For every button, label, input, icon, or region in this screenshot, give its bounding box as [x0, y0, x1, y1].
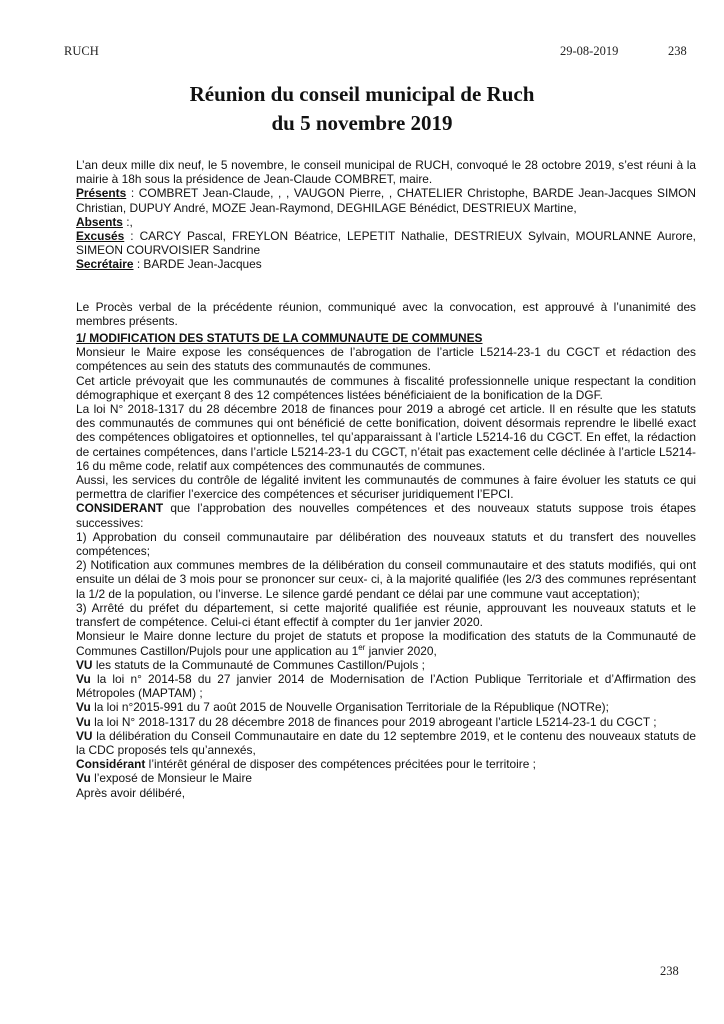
vu-3	[76, 700, 696, 714]
vu-2	[76, 672, 696, 700]
vu-5-label: VU	[76, 728, 93, 743]
document-body	[76, 158, 696, 800]
title-line-2: du 5 novembre 2019	[271, 111, 453, 135]
vu-1-label: VU	[76, 657, 93, 672]
vu-4-label: Vu	[76, 714, 91, 729]
vu-3-text: la loi n°2015-991 du 7 août 2015 de Nouvelle Organisation Territoriale de la République (NOTRe);	[90, 700, 609, 715]
secretaire-label: Secrétaire	[76, 257, 134, 272]
vu-2-text: la loi n° 2014-58 du 27 janvier 2014 de Modernisation de l’Action Publique Territoriale et d’Affirmation des Métropoles (MAPTAM) ;	[76, 671, 696, 701]
considerant-text: que l’approbation des nouvelles compétences et des nouveaux statuts suppose trois étapes successives:	[76, 501, 696, 530]
absents-line	[76, 215, 696, 229]
vu-5-text: la délibération du Conseil Communautaire en date du 12 septembre 2019, et le contenu des nouveaux statuts de la CDC proposés tels qu’annexés,	[76, 728, 696, 757]
lecture-superscript: er	[358, 642, 366, 652]
vu-6	[76, 771, 696, 785]
vu-4	[76, 715, 696, 729]
vu-1-text: les statuts de la Communauté de Communes Castillon/Pujols ;	[92, 657, 425, 672]
lecture-text-b: janvier 2020,	[365, 643, 437, 658]
considerant-label: CONSIDERANT	[76, 501, 164, 516]
vu-6-text: l’exposé de Monsieur le Maire	[90, 771, 253, 786]
step-3: 3) Arrêté du préfet du département, si cette majorité qualifiée est réunie, approuvant les nouveaux statuts et le transfert de compétence. Celui-ci étant effectif à compter du 1er janvier 2020.	[76, 600, 696, 630]
section-1-paragraph-1: Monsieur le Maire expose les conséquences de l’abrogation de l’article L5214-23-1 du CGCT et rédaction des compétences au sein des statuts des communautés de communes.	[76, 345, 696, 374]
apres-deliberation: Après avoir délibéré,	[76, 785, 186, 800]
proces-verbal-paragraph: Le Procès verbal de la précédente réunion, communiqué avec la convocation, est approuvé à l’unanimité des membres présents.	[76, 299, 696, 328]
excuses-label: Excusés	[76, 229, 125, 244]
title-line-1: Réunion du conseil municipal de Ruch	[189, 82, 535, 106]
secretaire-text: : BARDE Jean-Jacques	[133, 257, 262, 272]
absents-label: Absents	[76, 214, 123, 229]
section-1-paragraph-3: La loi N° 2018-1317 du 28 décembre 2018 de finances pour 2019 a abrogé cet article. Il en résulte que les statuts des communautés de communes qui ont bénéficié de cette bonification, doivent désormais reprendre le libellé exact des compétences obligatoires et optionnelles, tel qu’apparaissant à l’article L5214-16 du CGCT. En effet, la rédaction de certaines compétences, dans l’article L5214-23-1 du CGCT, n’était pas exactement celle déclinée à l’article L5214-16 du même code, relatif aux compétences des communautés de communes.	[76, 402, 696, 473]
page-title	[0, 80, 724, 138]
lecture-paragraph	[76, 629, 696, 657]
vu-5	[76, 729, 696, 757]
considerant-line	[76, 501, 696, 529]
absents-text: :,	[122, 214, 133, 229]
footer-page-number: 238	[660, 964, 679, 978]
considerant-2-text: l’intérêt général de disposer des compétences précitées pour le territoire ;	[145, 757, 536, 772]
header-page-number: 238	[668, 44, 687, 58]
vu-1	[76, 658, 696, 672]
header-commune: RUCH	[64, 44, 99, 58]
header-date: 29-08-2019	[560, 44, 619, 58]
excuses-text: : CARCY Pascal, FREYLON Béatrice, LEPETIT Nathalie, DESTRIEUX Sylvain, MOURLANNE Aurore, SIMEON COURVOISIER Sandrine	[76, 229, 696, 258]
secretaire-line	[76, 257, 696, 271]
presents-text: : COMBRET Jean-Claude, , , VAUGON Pierre, , CHATELIER Christophe, BARDE Jean-Jacques SIMON Christian, DUPUY André, MOZE Jean-Raymond, DEGHILAGE Bénédict, DESTRIEUX Martine,	[76, 186, 696, 215]
section-1-paragraph-4: Aussi, les services du contrôle de légalité invitent les communautés de communes à faire évoluer les statuts ce qui permettra de clarifier l’exercice des compétences et sécuriser juridiquement l’EPCI.	[76, 473, 696, 502]
vu-6-label: Vu	[76, 771, 91, 786]
lecture-text-a: Monsieur le Maire donne lecture du projet de statuts et propose la modification des statuts de la Communauté de Communes Castillon/Pujols pour une application au 1	[76, 629, 696, 658]
presents-label: Présents	[76, 186, 127, 201]
presents-line	[76, 186, 696, 214]
step-1: 1) Approbation du conseil communautaire par délibération des nouveaux statuts et du transfert des nouvelles compétences;	[76, 529, 696, 559]
vu-2-label: Vu	[76, 671, 91, 686]
vu-3-label: Vu	[76, 700, 91, 715]
considerant-2-label: Considérant	[76, 757, 146, 772]
excuses-line	[76, 229, 696, 257]
considerant-2	[76, 757, 696, 771]
section-1-heading: 1/ MODIFICATION DES STATUTS DE LA COMMUNAUTE DE COMMUNES	[76, 331, 483, 346]
section-1-paragraph-2: Cet article prévoyait que les communautés de communes à fiscalité professionnelle unique respectant la condition démographique et exerçant 8 des 12 compétences listées bénéficiaient de la bonification de la DGF.	[76, 373, 696, 402]
intro-paragraph: L’an deux mille dix neuf, le 5 novembre, le conseil municipal de RUCH, convoqué le 28 octobre 2019, s’est réuni à la mairie à 18h sous la présidence de Jean-Claude COMBRET, maire.	[76, 158, 696, 187]
step-2: 2) Notification aux communes membres de la délibération du conseil communautaire et des statuts modifiés, qui ont ensuite un délai de 3 mois pour se prononcer sur ceux- ci, à la majorité qualifiée (les 2/3 des communes représentant la 1/2 de la population, ou l’inverse. Le silence gardé pendant ce délai par une commune vaut acceptation);	[76, 558, 696, 601]
vu-4-text: la loi N° 2018-1317 du 28 décembre 2018 de finances pour 2019 abrogeant l’article L5214-23-1 du CGCT ;	[90, 714, 657, 729]
